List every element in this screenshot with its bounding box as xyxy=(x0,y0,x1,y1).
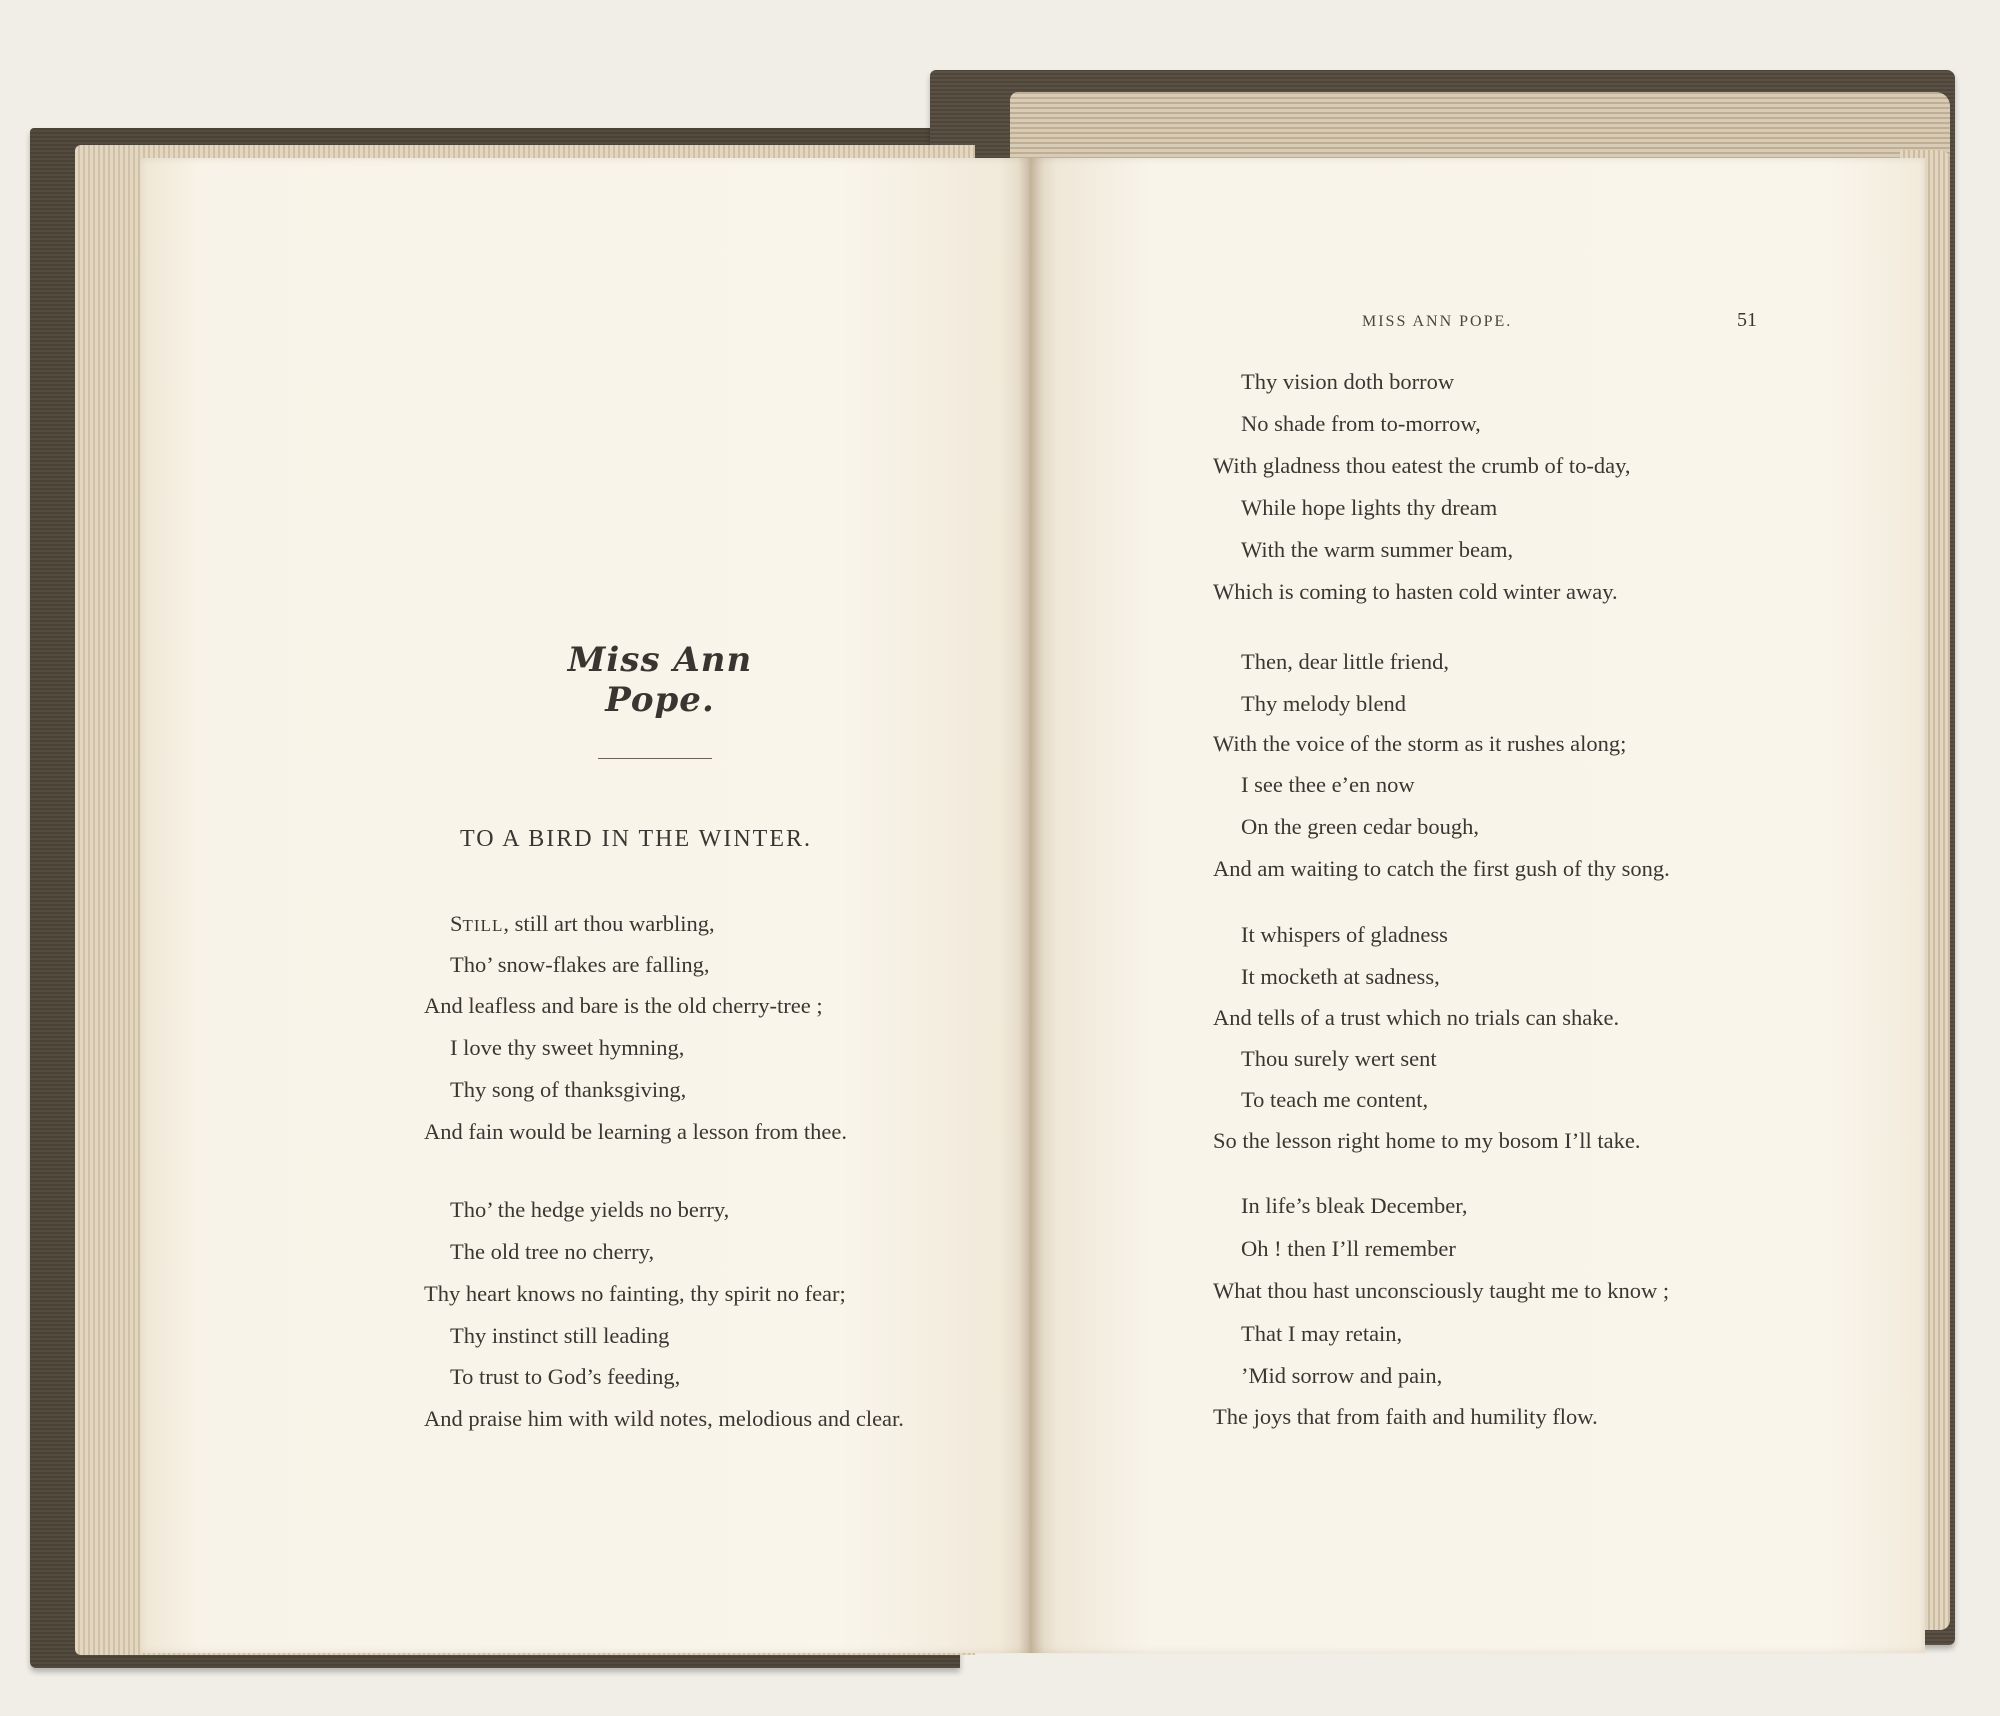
poem-line xyxy=(450,910,715,940)
poem-line: While hope lights thy dream xyxy=(1241,495,1498,520)
poem-line: Thy song of thanksgiving, xyxy=(450,1077,687,1102)
poem-line: To trust to God’s feeding, xyxy=(450,1364,681,1389)
poem-line: Tho’ snow-flakes are falling, xyxy=(450,952,710,977)
running-head: MISS ANN POPE. xyxy=(1362,313,1513,330)
book-gutter xyxy=(1018,158,1044,1653)
poem-line: The joys that from faith and humility flow. xyxy=(1213,1404,1598,1429)
poem-line: Thou surely wert sent xyxy=(1241,1046,1437,1071)
poem-line: On the green cedar bough, xyxy=(1241,814,1480,839)
poem-line: It mocketh at sadness, xyxy=(1241,964,1440,989)
poem-line: No shade from to-morrow, xyxy=(1241,411,1481,436)
poem-line: With gladness thou eatest the crumb of to-day, xyxy=(1213,453,1631,478)
poem-line: So the lesson right home to my bosom I’ll take. xyxy=(1213,1128,1641,1153)
poem-line: What thou hast unconsciously taught me to know ; xyxy=(1213,1278,1670,1303)
poem-line: Then, dear little friend, xyxy=(1241,649,1450,674)
poem-line: And praise him with wild notes, melodious and clear. xyxy=(424,1406,904,1431)
poem-line: And am waiting to catch the first gush of thy song. xyxy=(1213,856,1670,881)
poem-line: Oh ! then I’ll remember xyxy=(1241,1236,1456,1261)
poem-line: Tho’ the hedge yields no berry, xyxy=(450,1197,730,1222)
title-divider xyxy=(598,758,712,759)
drop-initial: S xyxy=(450,911,463,936)
poem-line: And tells of a trust which no trials can shake. xyxy=(1213,1005,1620,1030)
page-number: 51 xyxy=(1737,309,1757,331)
poem-line: I love thy sweet hymning, xyxy=(450,1035,685,1060)
poem-line: And leafless and bare is the old cherry-tree ; xyxy=(424,993,823,1018)
poem-line: Thy instinct still leading xyxy=(450,1323,670,1348)
poem-line: ’Mid sorrow and pain, xyxy=(1241,1363,1443,1388)
poem-line: Thy vision doth borrow xyxy=(1241,369,1455,394)
book-title: Miss Ann Pope. xyxy=(567,640,753,720)
poem-line: With the voice of the storm as it rushes along; xyxy=(1213,731,1627,756)
poem-line: It whispers of gladness xyxy=(1241,922,1448,947)
poem-line: Thy heart knows no fainting, thy spirit no fear; xyxy=(424,1281,846,1306)
poem-line: I see thee e’en now xyxy=(1241,772,1415,797)
line-text: , still art thou warbling, xyxy=(503,911,715,936)
poem-line: That I may retain, xyxy=(1241,1321,1403,1346)
poem-line: The old tree no cherry, xyxy=(450,1239,655,1264)
poem-line: Which is coming to hasten cold winter away. xyxy=(1213,579,1618,604)
poem-line: To teach me content, xyxy=(1241,1087,1429,1112)
poem-line: Thy melody blend xyxy=(1241,691,1406,716)
small-caps-word: TILL xyxy=(462,916,504,935)
poem-line: With the warm summer beam, xyxy=(1241,537,1514,562)
poem-line: In life’s bleak December, xyxy=(1241,1193,1468,1218)
poem-heading: TO A BIRD IN THE WINTER. xyxy=(460,826,812,852)
poem-line: And fain would be learning a lesson from thee. xyxy=(424,1119,848,1144)
